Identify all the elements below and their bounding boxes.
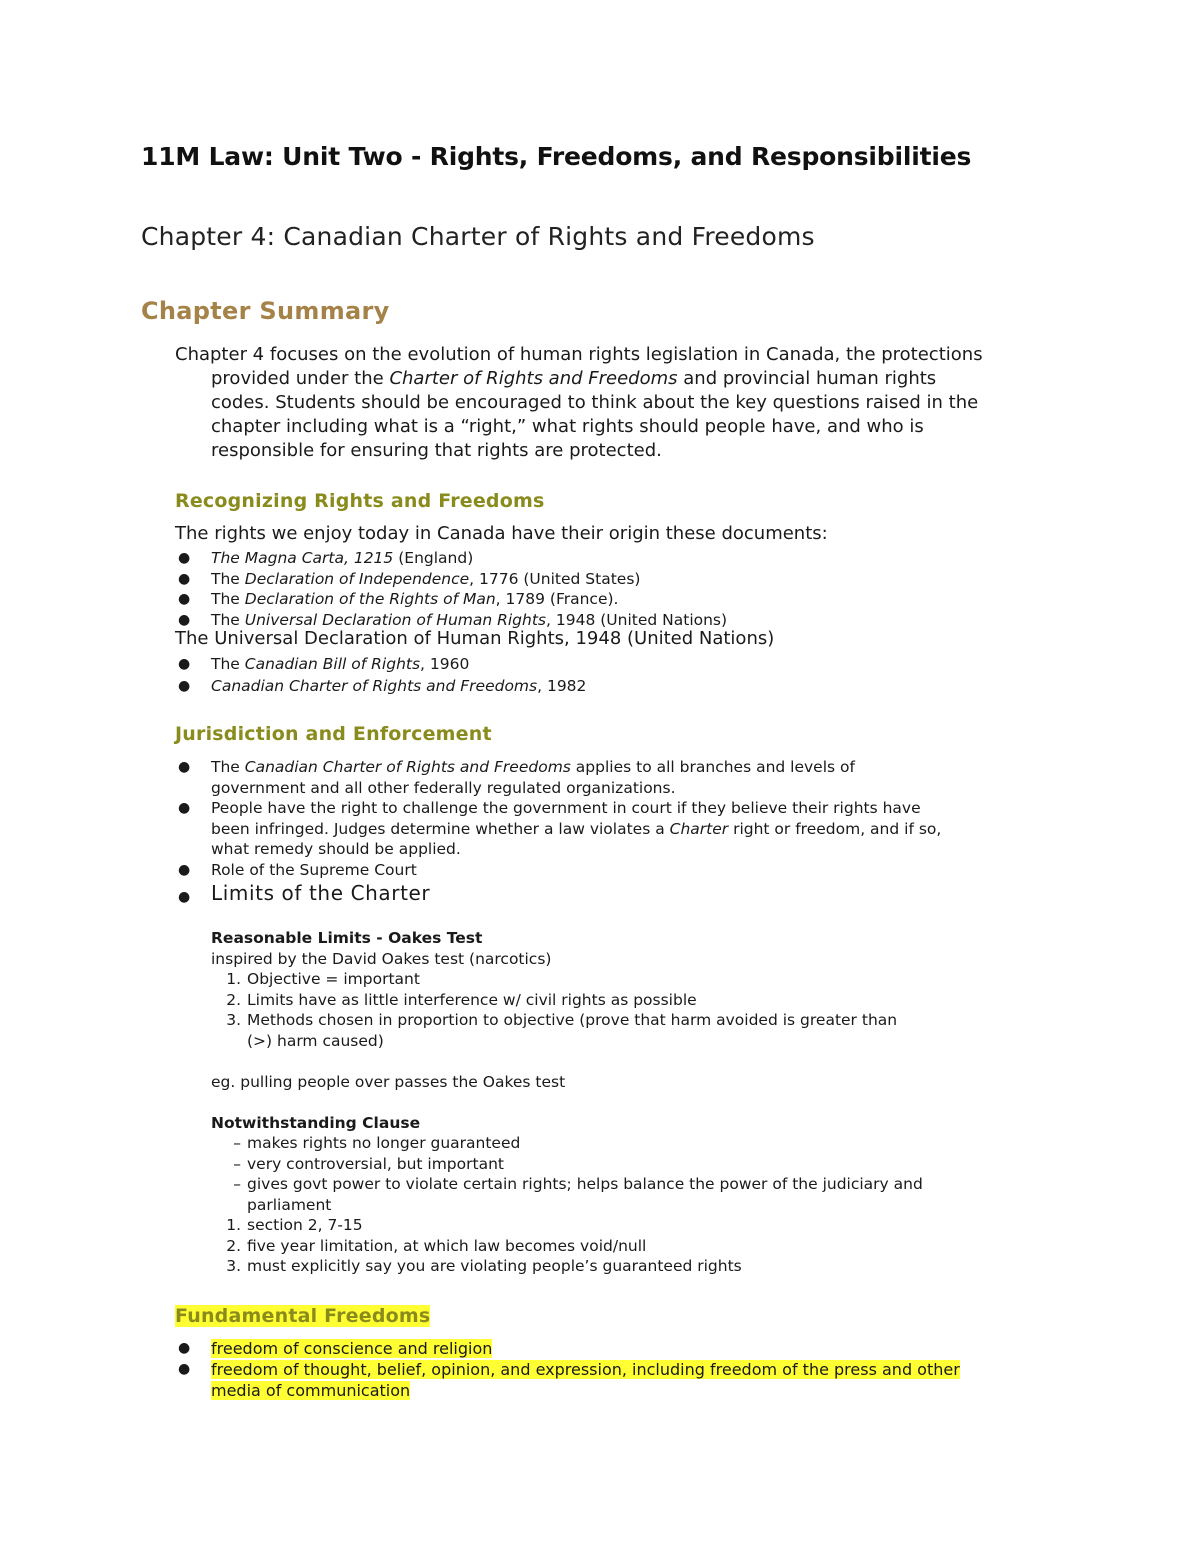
list-item <box>175 880 941 906</box>
item-number: 2. <box>226 1236 241 1255</box>
dash-icon: – <box>233 1134 241 1152</box>
item-text: , 1776 (United States) <box>469 569 641 588</box>
item-text: , 1789 (France). <box>495 590 619 608</box>
list-item <box>175 757 941 778</box>
document-title: 11M Law: Unit Two - Rights, Freedoms, and Responsibilities <box>141 142 972 171</box>
oakes-list <box>211 969 923 1051</box>
summary-line: responsible for ensuring that rights are protected. <box>211 440 662 461</box>
item-emphasis: Canadian Charter of Rights and Freedoms <box>211 677 538 695</box>
item-emphasis: Canadian Bill of Rights <box>244 655 421 673</box>
list-item <box>175 653 586 675</box>
item-number: 2. <box>226 990 241 1009</box>
list-item <box>211 1133 923 1154</box>
list-item <box>211 1256 923 1277</box>
list-item <box>175 610 727 631</box>
fundamental-list <box>175 1338 960 1401</box>
list-item <box>175 569 727 590</box>
item-text: makes rights no longer guaranteed <box>247 1134 521 1152</box>
list-item <box>175 798 941 819</box>
oakes-example: eg. pulling people over passes the Oakes test <box>211 1072 566 1091</box>
summary-line: Chapter 4 focuses on the evolution of human rights legislation in Canada, the protections <box>175 344 983 365</box>
notwithstanding-heading: Notwithstanding Clause <box>211 1113 421 1132</box>
recognizing-intro: The rights we enjoy today in Canada have their origin these documents: <box>175 523 828 544</box>
summary-emphasis: Charter of Rights and Freedoms <box>389 368 678 389</box>
item-text: Role of the Supreme Court <box>211 860 417 879</box>
list-item <box>211 1236 923 1257</box>
dash-icon: – <box>233 1154 241 1173</box>
item-text: Limits have as little interference w/ civil rights as possible <box>247 990 697 1009</box>
notwithstanding-number-list <box>211 1215 923 1277</box>
item-text: very controversial, but important <box>247 1154 504 1173</box>
list-item <box>211 1174 923 1195</box>
item-emphasis: Declaration of the Rights of Man <box>244 590 496 608</box>
summary-line: chapter including what is a “right,” what rights should people have, and who is <box>211 416 924 437</box>
item-emphasis: Charter <box>669 819 729 838</box>
fundamental-heading: Fundamental Freedoms <box>175 1305 431 1327</box>
item-text: freedom of thought, belief, opinion, and expression, including freedom of the press and other <box>211 1360 960 1379</box>
item-emphasis: Universal Declaration of Human Rights <box>244 610 547 629</box>
item-text: , 1960 <box>420 655 470 673</box>
item-emphasis: Canadian Charter of Rights and Freedoms <box>244 758 571 776</box>
list-item <box>175 589 727 610</box>
list-item <box>211 1154 923 1175</box>
list-item-continuation: what remedy should be applied. <box>211 840 461 858</box>
list-item-continuation: government and all other federally regulated organizations. <box>211 778 676 797</box>
list-item-continuation <box>175 1380 960 1401</box>
item-text: (England) <box>393 549 474 567</box>
dash-icon: – <box>233 1175 241 1193</box>
summary-line: codes. Students should be encouraged to think about the key questions raised in the <box>211 392 979 413</box>
summary-line <box>175 367 1075 391</box>
summary-heading: Chapter Summary <box>141 297 390 325</box>
item-text: media of communication <box>211 1381 411 1400</box>
chapter-heading: Chapter 4: Canadian Charter of Rights and Freedoms <box>141 222 815 251</box>
item-text: , 1982 <box>537 677 587 695</box>
list-item <box>175 548 727 569</box>
item-text: The <box>211 590 245 608</box>
documents-list-2 <box>175 653 586 697</box>
item-number: 3. <box>226 1011 241 1029</box>
item-text: People have the right to challenge the government in court if they believe their rights have <box>211 799 921 817</box>
item-text: freedom of conscience and religion <box>211 1339 493 1358</box>
list-item-continuation <box>175 819 941 840</box>
item-text: Limits of the Charter <box>211 881 431 905</box>
summary-paragraph <box>175 343 1075 463</box>
item-number: 3. <box>226 1257 241 1275</box>
jurisdiction-heading: Jurisdiction and Enforcement <box>175 723 492 745</box>
item-text: applies to all branches and levels of <box>570 758 855 776</box>
recognizing-heading: Recognizing Rights and Freedoms <box>175 490 545 512</box>
oakes-heading: Reasonable Limits - Oakes Test <box>211 929 483 947</box>
item-text: five year limitation, at which law becomes void/null <box>247 1236 647 1255</box>
list-item <box>175 1359 960 1380</box>
item-text: must explicitly say you are violating people’s guaranteed rights <box>247 1257 742 1275</box>
notwithstanding-dash-list <box>211 1133 923 1215</box>
list-item <box>211 990 923 1011</box>
list-item-continuation: parliament <box>247 1195 332 1214</box>
item-text: The <box>211 655 245 673</box>
item-number: 1. <box>226 1216 241 1234</box>
item-text: , 1948 (United Nations) <box>546 610 728 629</box>
item-text: The <box>211 569 245 588</box>
item-number: 1. <box>226 970 241 988</box>
list-item-continuation: (>) harm caused) <box>247 1031 384 1050</box>
list-item <box>211 1010 923 1031</box>
documents-list <box>175 548 727 630</box>
item-text: gives govt power to violate certain rights; helps balance the power of the judiciary and <box>247 1175 923 1193</box>
list-item <box>211 1215 923 1236</box>
list-item <box>211 969 923 990</box>
list-item <box>175 675 586 697</box>
repeated-line: The Universal Declaration of Human Rights, 1948 (United Nations) <box>175 628 775 649</box>
item-emphasis: The Magna Carta, 1215 <box>211 549 394 567</box>
limits-section <box>211 928 923 1277</box>
item-text: Methods chosen in proportion to objective (prove that harm avoided is greater than <box>247 1011 898 1029</box>
item-text: section 2, 7-15 <box>247 1216 363 1234</box>
item-text: right or freedom, and if so, <box>728 819 942 838</box>
item-text: The <box>211 758 245 776</box>
summary-text: provided under the <box>211 368 390 389</box>
spacer <box>211 1092 923 1113</box>
jurisdiction-list <box>175 757 941 906</box>
list-item <box>175 1338 960 1359</box>
item-text: Objective = important <box>247 970 420 988</box>
spacer <box>211 1051 923 1072</box>
oakes-subtitle: inspired by the David Oakes test (narcotics) <box>211 949 552 968</box>
item-emphasis: Declaration of Independence <box>244 569 470 588</box>
item-text: been infringed. Judges determine whether a law violates a <box>211 819 670 838</box>
list-item <box>175 860 941 881</box>
summary-text: and provincial human rights <box>677 368 937 389</box>
item-text: The <box>211 610 245 629</box>
